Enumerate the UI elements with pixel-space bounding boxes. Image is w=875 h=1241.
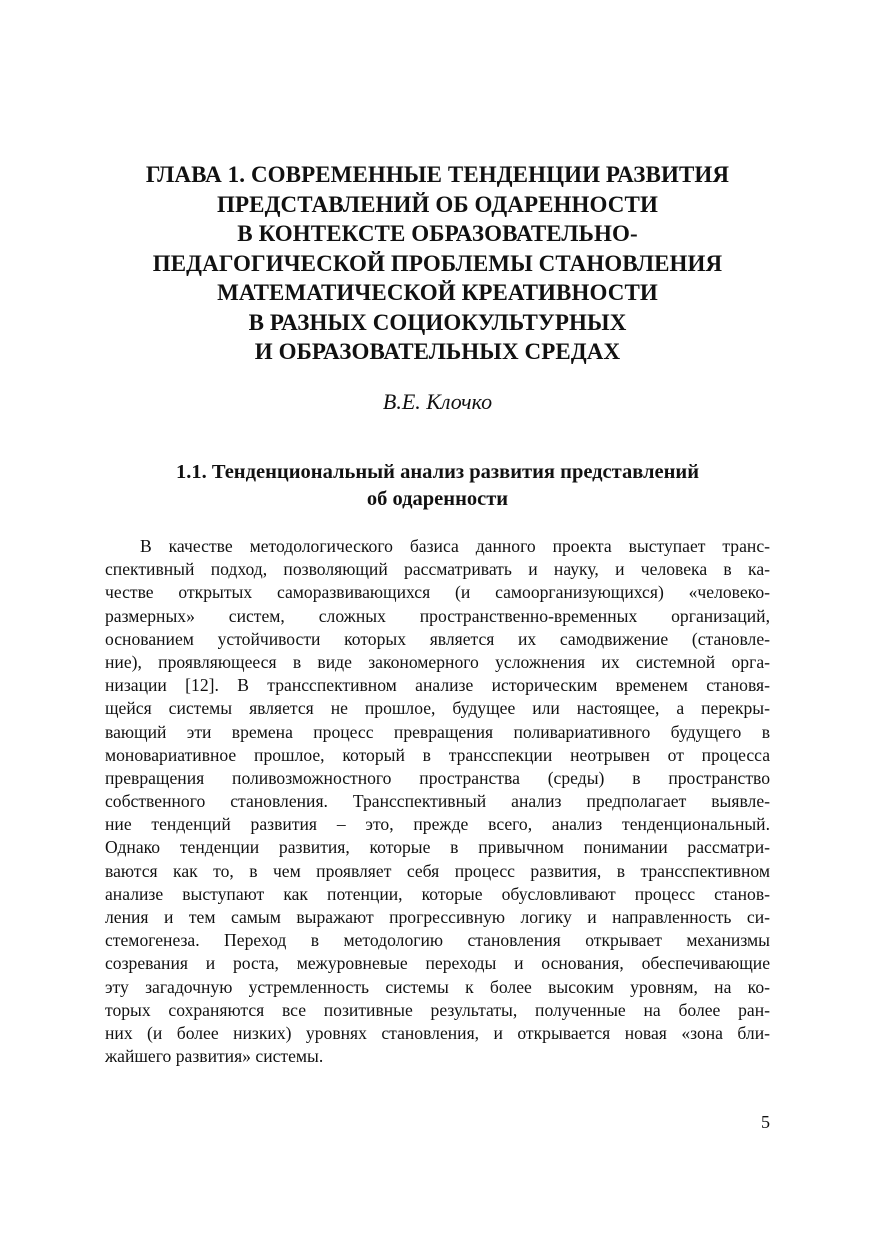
chapter-title-line: ГЛАВА 1. СОВРЕМЕННЫЕ ТЕНДЕНЦИИ РАЗВИТИЯ	[145, 162, 730, 187]
paragraph-line: моновариативное прошлое, который в трансспекции неотрывен от процесса	[105, 744, 770, 765]
section-title-line: об одаренности	[366, 488, 509, 510]
body-paragraph	[105, 535, 770, 1068]
author-name: В.Е. Клочко	[382, 389, 493, 414]
chapter-title-line: ПРЕДСТАВЛЕНИЙ ОБ ОДАРЕННОСТИ	[217, 191, 658, 217]
chapter-title-line: В РАЗНЫХ СОЦИОКУЛЬТУРНЫХ	[248, 309, 627, 335]
paragraph-line: них (и более низких) уровнях становления, и открывается новая «зона бли-	[105, 1022, 770, 1043]
chapter-title-line: МАТЕМАТИЧЕСКОЙ КРЕАТИВНОСТИ	[217, 280, 658, 305]
paragraph-line: спективный подход, позволяющий рассматривать и науку, и человека в ка-	[105, 559, 770, 580]
paragraph-line: вающий эти времена процесс превращения поливариативного будущего в	[105, 721, 770, 742]
paragraph-line: стемогенеза. Переход в методологию становления открывает механизмы	[105, 930, 770, 951]
section-title-line: 1.1. Тенденциональный анализ развития представлений	[175, 461, 700, 483]
paragraph-line: собственного становления. Трансспективный анализ предполагает выявле-	[105, 791, 770, 812]
paragraph-line: эту загадочную устремленность системы к более высоким уровням, на ко-	[105, 976, 770, 997]
paragraph-line: ние тенденций развития – это, прежде всего, анализ тенденциональный.	[105, 814, 770, 835]
paragraph-line: ваются как то, в чем проявляет себя процесс развития, в трансспективном	[105, 860, 770, 881]
chapter-title-line: И ОБРАЗОВАТЕЛЬНЫХ СРЕДАХ	[254, 339, 621, 364]
chapter-title-line: ПЕДАГОГИЧЕСКОЙ ПРОБЛЕМЫ СТАНОВЛЕНИЯ	[152, 250, 723, 276]
paragraph-line: превращения поливозможностного пространства (среды) в пространство	[105, 767, 770, 788]
paragraph-line: торых сохраняются все позитивные результаты, полученные на более ран-	[105, 999, 770, 1020]
paragraph-line: низации [12]. В трансспективном анализе историческим временем становя-	[105, 675, 770, 696]
chapter-title-line: В КОНТЕКСТЕ ОБРАЗОВАТЕЛЬНО-	[237, 221, 638, 246]
paragraph-line: Однако тенденции развития, которые в привычном понимании рассматри-	[105, 837, 770, 858]
paragraph-line: В качестве методологического базиса данного проекта выступает транс-	[140, 536, 770, 556]
paragraph-line: ления и тем самым выражают прогрессивную логику и направленность си-	[105, 907, 770, 927]
paragraph-line: жайшего развития» системы.	[105, 1046, 324, 1067]
paragraph-line: анализе выступают как потенции, которые обусловливают процесс станов-	[105, 883, 770, 904]
paragraph-line: созревания и роста, межуровневые переходы и основания, обеспечивающие	[105, 953, 770, 974]
page-number: 5	[761, 1112, 770, 1132]
paragraph-line: честве открытых саморазвивающихся (и самоорганизующихся) «человеко-	[105, 582, 770, 603]
section-title	[90, 459, 785, 513]
paragraph-line: основанием устойчивости которых является их самодвижение (становле-	[105, 628, 770, 649]
paragraph-line: размерных» систем, сложных пространственно-временных организаций,	[105, 605, 770, 626]
paragraph-line: щейся системы является не прошлое, будущее или настоящее, а перекры-	[105, 698, 770, 719]
paragraph-line: ние), проявляющееся в виде закономерного усложнения их системной орга-	[105, 651, 770, 672]
chapter-title	[90, 160, 785, 367]
